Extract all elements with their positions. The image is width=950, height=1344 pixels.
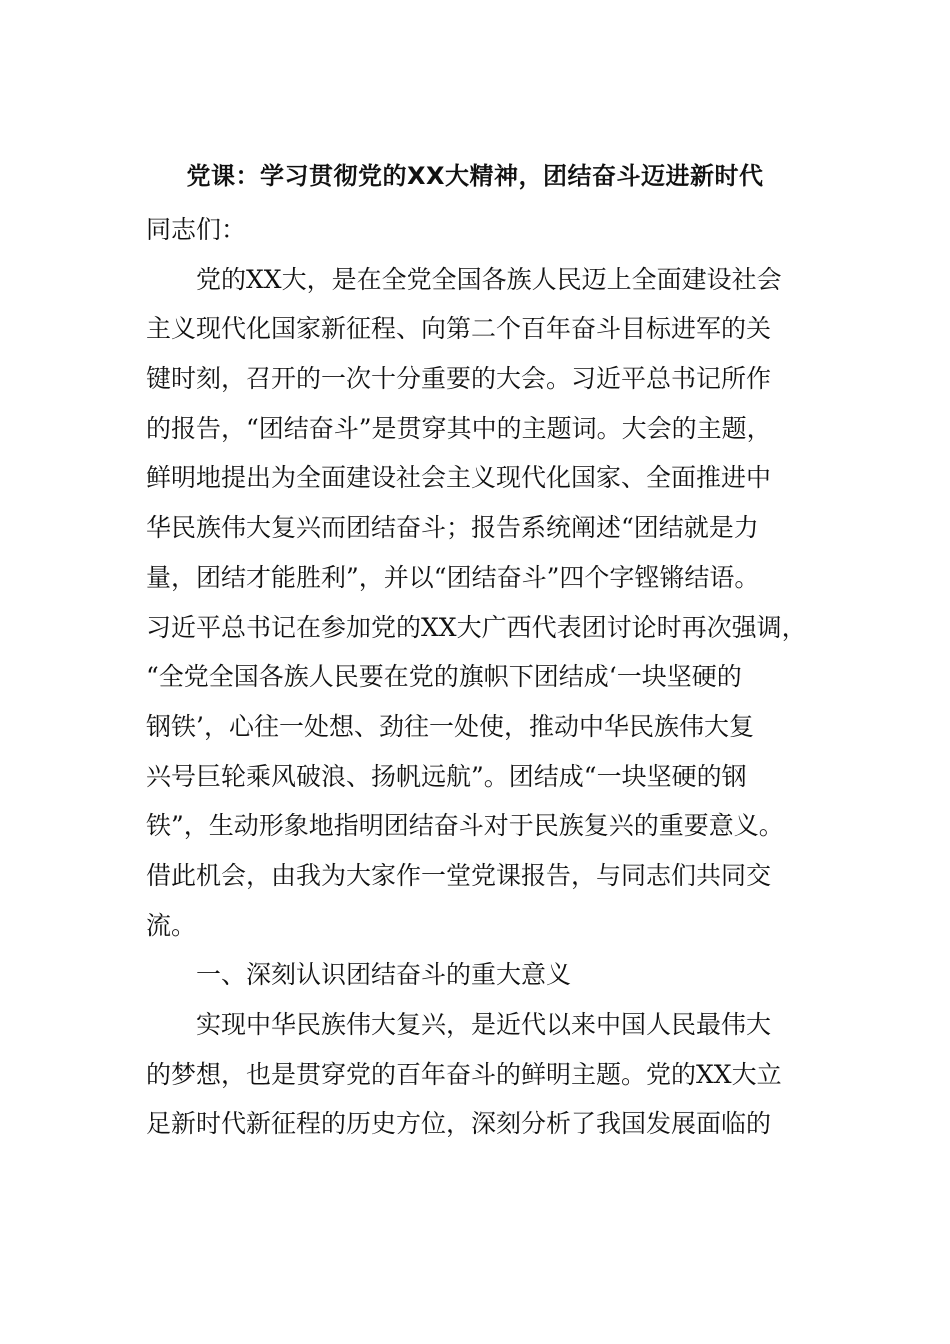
body-line: 量，团结才能胜利”，并以“团结奋斗”四个字铿锵结语。 [146, 562, 760, 592]
body-line: 党的XX大，是在全党全国各族人民迈上全面建设社会 [196, 264, 782, 294]
body-line: 的梦想，也是贯穿党的百年奋斗的鲜明主题。党的XX大立 [146, 1059, 782, 1089]
body-line: 借此机会，由我为大家作一堂党课报告，与同志们共同交 [146, 860, 772, 890]
body-line: 兴号巨轮乘风破浪、扬帆远航”。团结成“一块坚硬的钢 [146, 761, 747, 791]
body-line: 实现中华民族伟大复兴，是近代以来中国人民最伟大 [196, 1010, 772, 1039]
body-line: “全党全国各族人民要在党的旗帜下团结成‘一块坚硬的 [146, 662, 742, 692]
section-heading: 一、深刻认识团结奋斗的重大意义 [196, 960, 572, 990]
body-line: 键时刻，召开的一次十分重要的大会。习近平总书记所作 [146, 364, 772, 394]
body-line: 的报告，“团结奋斗”是贯穿其中的主题词。大会的主题， [146, 413, 772, 443]
body-line: 华民族伟大复兴而团结奋斗；报告系统阐述“团结就是力 [146, 513, 759, 543]
document-title: 党课：学习贯彻党的XX大精神，团结奋斗迈进新时代 [186, 162, 764, 190]
body-line: 习近平总书记在参加党的XX大广西代表团讨论时再次强调， [146, 612, 807, 642]
body-line: 鲜明地提出为全面建设社会主义现代化国家、全面推进中 [146, 463, 772, 493]
body-line: 流。 [146, 910, 197, 940]
body-line: 主义现代化国家新征程、向第二个百年奋斗目标进军的关 [146, 314, 772, 344]
body-line: 铁”，生动形象地指明团结奋斗对于民族复兴的重要意义。 [146, 811, 784, 841]
document-body [146, 205, 816, 1149]
body-line: 钢铁’，心往一处想、劲往一处使，推动中华民族伟大复 [146, 711, 754, 741]
salutation: 同志们： [146, 215, 247, 244]
body-line: 足新时代新征程的历史方位，深刻分析了我国发展面临的 [146, 1109, 772, 1139]
